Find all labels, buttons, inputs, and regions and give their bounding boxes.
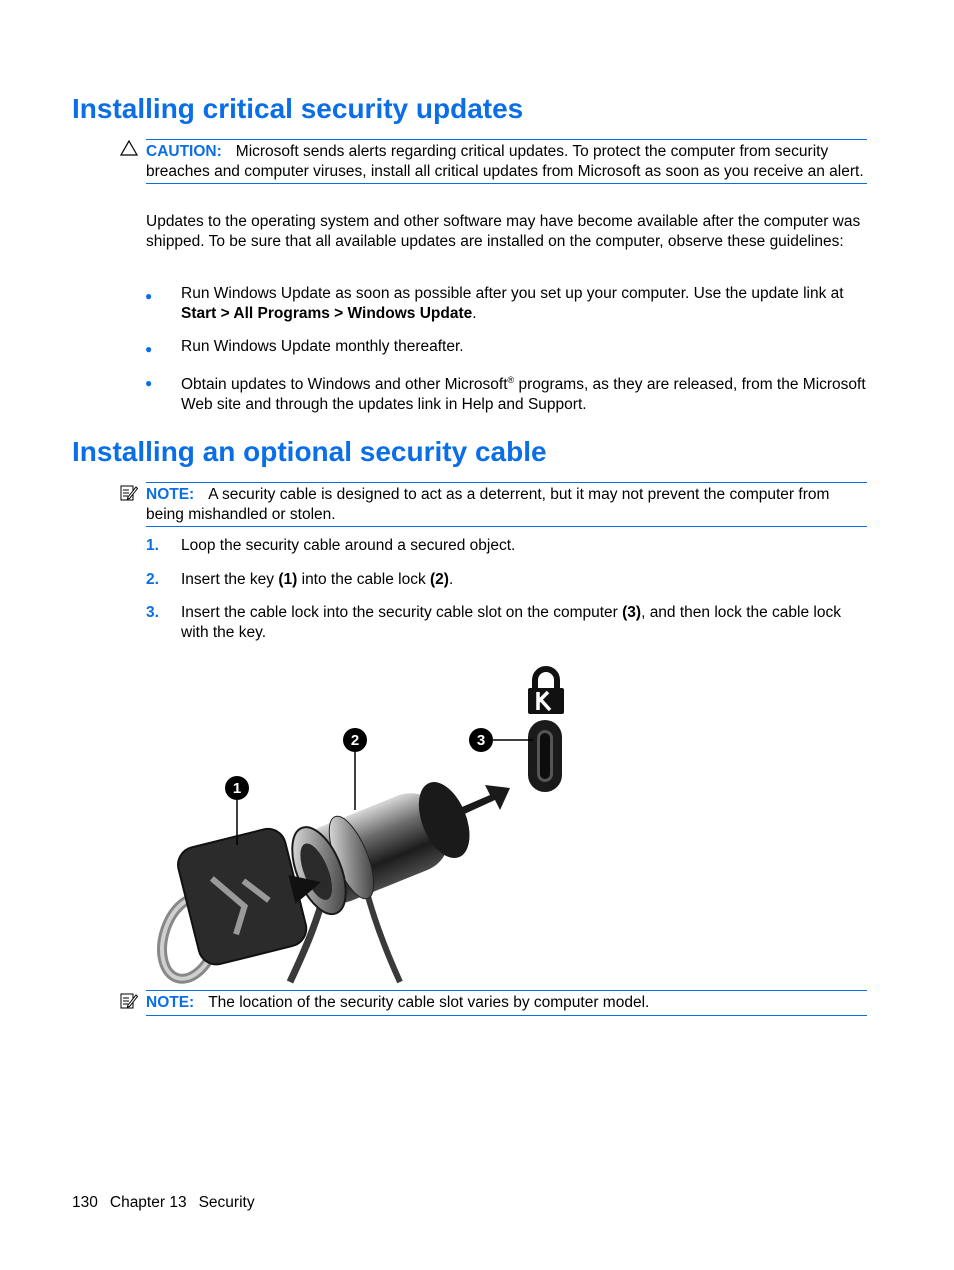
- list-item-text: programs, as they are released, from the Microsoft Web site and through the updates link in Help and Support.: [181, 376, 866, 413]
- step-item: [181, 570, 871, 590]
- caution-text: Microsoft sends alerts regarding critical updates. To protect the computer from security breaches and computer viruses, install all critical updates from Microsoft as soon as you receive an alert.: [146, 143, 864, 180]
- list-item-tail: .: [472, 304, 477, 322]
- callout-ref: (2): [430, 571, 449, 588]
- direction-arrow-icon: [455, 785, 510, 816]
- callout-2: [343, 728, 367, 752]
- caution-triangle-icon: [120, 140, 138, 161]
- note-text: A security cable is designed to act as a deterrent, but it may not prevent the computer from being mishandled or stolen.: [146, 486, 830, 523]
- callout-3: [469, 728, 493, 752]
- note-label: NOTE:: [146, 486, 195, 503]
- security-cable-slot: [528, 720, 562, 792]
- caution-box: [146, 139, 867, 184]
- menu-path: Start > All Programs > Windows Update: [181, 304, 473, 322]
- step-number: 2.: [146, 571, 159, 588]
- note-box: [146, 990, 867, 1016]
- step-text: into the cable lock: [297, 571, 431, 588]
- svg-text:2: 2: [350, 732, 360, 749]
- cable-lock: [281, 769, 481, 921]
- step-item: [181, 603, 871, 642]
- callout-ref: (1): [278, 571, 298, 588]
- registered-mark: ®: [507, 375, 515, 385]
- bullet-icon: ●: [145, 342, 153, 356]
- step-text: Insert the key: [181, 571, 279, 588]
- intro-paragraph: Updates to the operating system and other software may have become available after the computer was shipped. To be sure that all available updates are installed on the computer, observe these guidelines:: [146, 213, 861, 250]
- note-pencil-icon: [120, 484, 138, 507]
- note-pencil-icon: [120, 992, 138, 1015]
- note-text: The location of the security cable slot varies by computer model.: [208, 994, 650, 1011]
- step-number: 3.: [146, 604, 159, 621]
- callout-1: [225, 776, 249, 800]
- step-text: , and then lock the cable lock with the key.: [181, 604, 841, 641]
- security-cable-illustration: [150, 660, 580, 985]
- step-number: 1.: [146, 537, 159, 554]
- section-title-critical-updates: Installing critical security updates: [72, 93, 524, 124]
- section-label: Security: [198, 1194, 255, 1211]
- page-number: 130: [72, 1194, 98, 1211]
- section-title-security-cable: Installing an optional security cable: [72, 436, 547, 467]
- chapter-label: Chapter 13: [109, 1194, 187, 1211]
- list-item-text: Obtain updates to Windows and other Microsoft: [181, 376, 508, 394]
- list-item: Run Windows Update monthly thereafter.: [181, 338, 464, 355]
- bullet-icon: ●: [145, 376, 153, 390]
- callout-ref: (3): [622, 604, 642, 621]
- step-text: Insert the cable lock into the security cable slot on the computer: [181, 604, 623, 621]
- list-item: [181, 371, 871, 414]
- list-item-text: Run Windows Update as soon as possible after you set up your computer. Use the update link at: [181, 285, 844, 302]
- svg-text:3: 3: [476, 732, 486, 749]
- step-item: Loop the security cable around a secured object.: [181, 537, 516, 554]
- page-footer: [72, 1194, 267, 1212]
- note-label: NOTE:: [146, 994, 195, 1011]
- lock-k-icon: [528, 669, 564, 714]
- svg-text:1: 1: [232, 780, 242, 797]
- bullet-icon: ●: [145, 289, 153, 303]
- note-box: [146, 482, 867, 527]
- step-text: .: [448, 571, 454, 588]
- caution-label: CAUTION:: [146, 143, 222, 160]
- list-item: [181, 284, 871, 323]
